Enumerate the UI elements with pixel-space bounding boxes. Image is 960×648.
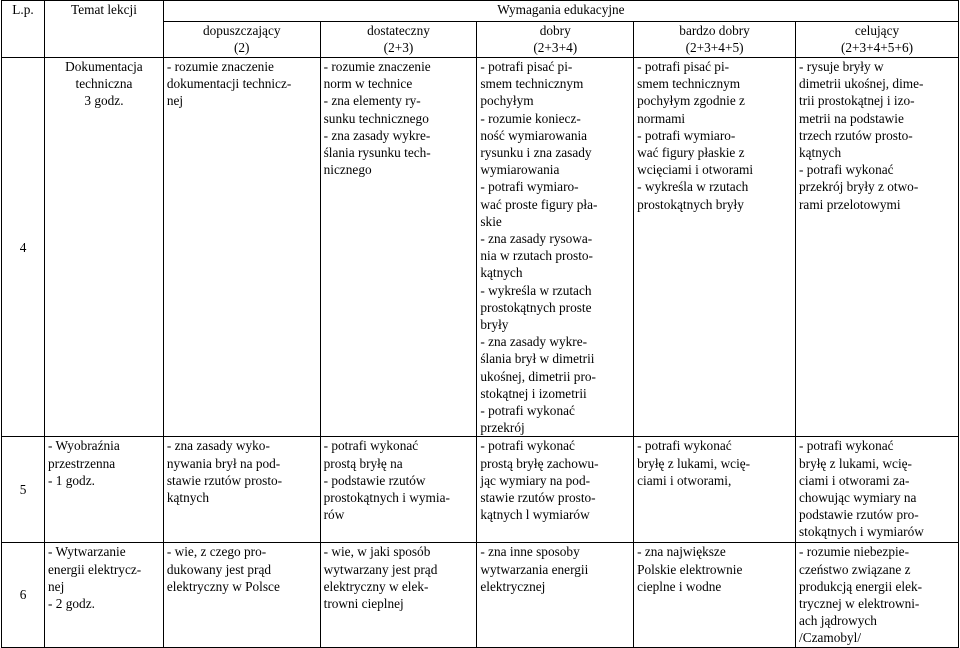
requirement-cell — [634, 58, 796, 437]
lesson-topic — [45, 543, 164, 647]
cell-line: rami przelotowymi — [799, 196, 901, 212]
cell-line: kątnych — [480, 265, 523, 281]
cell-line: pochyłym zgodnie z — [637, 93, 745, 109]
cell-line: trii prostokątnej i izo- — [799, 93, 915, 109]
cell-line: normami — [637, 110, 686, 126]
cell-line: kątnych — [799, 145, 842, 161]
row-number: 5 — [2, 437, 45, 543]
cell-line: nia w rzutach prosto- — [480, 248, 593, 264]
cell-line: nej — [166, 93, 184, 109]
requirement-cell — [163, 543, 320, 647]
requirement-cell — [796, 543, 959, 647]
requirements-table — [1, 0, 959, 648]
cell-line: - wie, z czego pro- — [166, 544, 267, 560]
cell-line: - potrafi pisać pi- — [480, 59, 573, 74]
cell-line: /Czamobyl/ — [799, 630, 862, 646]
cell-line: - wykreśla w rzutach — [637, 179, 749, 195]
header-requirements-group: Wymagania edukacyjne — [163, 1, 958, 22]
cell-line: - podstawie rzutów — [323, 472, 426, 488]
cell-line: produkcją energii elek- — [799, 578, 923, 594]
cell-line: sunku technicznego — [323, 110, 429, 126]
cell-line: - zna inne sposoby — [480, 544, 580, 560]
cell-line: nicznego — [323, 162, 372, 178]
requirement-cell — [477, 543, 634, 647]
cell-line: stawie rzutów prosto- — [480, 490, 596, 506]
cell-line: metrii na podstawie — [799, 110, 904, 126]
cell-line: nej — [48, 578, 65, 594]
cell-line: dimetrii ukośnej, dime- — [799, 76, 924, 92]
cell-line: kątnych l wymiarów — [480, 507, 590, 523]
cell-line: smem technicznym — [637, 76, 741, 92]
cell-line: energii elektrycz- — [48, 561, 142, 577]
cell-line: stokątnej i izometrii — [480, 385, 587, 401]
header-grade-6: celujący (2+3+4+5+6) — [796, 22, 959, 58]
cell-line: - zna zasady rysowa- — [480, 231, 593, 247]
cell-line: norm w technice — [323, 76, 413, 92]
cell-line: - potrafi wykonać — [637, 438, 732, 454]
cell-line: ślania rysunku tech- — [323, 145, 431, 161]
cell-line: podstawie rzutów pro- — [799, 507, 919, 523]
cell-line: - potrafi wymiaro- — [637, 127, 736, 143]
cell-line: wytwarzania energii — [480, 561, 589, 577]
header-grade-5: bardzo dobry (2+3+4+5) — [634, 22, 796, 58]
header-grade-2: dopuszczający (2) — [163, 22, 320, 58]
cell-line: trzech rzutów prosto- — [799, 127, 913, 143]
cell-line: - potrafi wykonać — [323, 438, 419, 454]
cell-line: wać proste figury pła- — [480, 196, 598, 212]
cell-line: ność wymiarowania — [480, 127, 588, 143]
requirement-cell — [634, 543, 796, 647]
cell-line: elektrycznej — [480, 578, 546, 594]
cell-line: rysunku i zna zasady — [480, 145, 592, 161]
requirement-cell — [320, 437, 477, 543]
cell-line: dukowany jest prąd — [166, 561, 272, 577]
lesson-topic — [45, 437, 164, 543]
cell-line: trowni cieplnej — [323, 596, 404, 612]
cell-line: - potrafi wykonać — [480, 403, 575, 419]
cell-line: - zna elementy ry- — [323, 93, 421, 109]
cell-line: stawie rzutów prosto- — [166, 472, 283, 488]
cell-line: bryłę z lukami, wcię- — [799, 455, 912, 471]
lesson-topic — [45, 58, 164, 437]
cell-line: prostą bryłę zachowu- — [480, 455, 599, 471]
cell-line: - zna zasady wyko- — [166, 438, 270, 454]
header-lp: L.p. — [2, 1, 45, 58]
cell-line: - rozumie niebezpie- — [799, 544, 910, 560]
cell-line: cieplne i wodne — [637, 578, 722, 594]
cell-line: stokątnych i wymiarów — [799, 524, 924, 540]
cell-line: techniczna — [75, 76, 133, 92]
cell-line: 3 godz. — [84, 93, 124, 109]
requirement-cell — [320, 58, 477, 437]
cell-line: jąc wymiary na pod- — [480, 472, 591, 488]
cell-line: - zna zasady wykre- — [480, 334, 588, 350]
cell-line: - zna zasady wykre- — [323, 127, 431, 143]
table-row — [2, 543, 959, 647]
header-grade-3: dostateczny (2+3) — [320, 22, 477, 58]
row-number: 4 — [2, 58, 45, 437]
cell-line: nywania brył na pod- — [166, 455, 281, 471]
cell-line: dokumentacji technicz- — [166, 76, 292, 92]
cell-line: pochyłym — [480, 93, 534, 109]
cell-line: elektryczny w elek- — [323, 578, 429, 594]
requirement-cell — [477, 58, 634, 437]
cell-line: wytwarzany jest prąd — [323, 561, 438, 577]
requirement-cell — [796, 437, 959, 543]
cell-line: - zna największe — [637, 544, 726, 560]
cell-line: bryłę z lukami, wcię- — [637, 455, 751, 471]
cell-line: - rozumie koniecz- — [480, 110, 581, 126]
cell-line: elektryczny w Polsce — [166, 578, 280, 594]
cell-line: - Wyobraźnia — [48, 438, 120, 454]
cell-line: trycznej w elektrowni- — [799, 596, 920, 612]
row-number: 6 — [2, 543, 45, 647]
header-topic: Temat lekcji — [45, 1, 164, 58]
cell-line: - rysuje bryły w — [799, 59, 884, 74]
cell-line: - potrafi wymiaro- — [480, 179, 579, 195]
cell-line: smem technicznym — [480, 76, 584, 92]
cell-line: - 2 godz. — [48, 596, 95, 612]
cell-line: - Wytwarzanie — [48, 544, 126, 560]
cell-line: rów — [323, 507, 345, 523]
cell-line: ukośnej, dimetrii pro- — [480, 368, 596, 384]
requirement-cell — [796, 58, 959, 437]
cell-line: Dokumentacja — [65, 59, 143, 74]
cell-line: Polskie elektrownie — [637, 561, 743, 577]
cell-line: - wie, w jaki sposób — [323, 544, 431, 560]
cell-line: wać figury płaskie z — [637, 145, 745, 161]
cell-line: kątnych — [166, 490, 209, 506]
cell-line: prostą bryłę na — [323, 455, 403, 471]
requirement-cell — [163, 58, 320, 437]
cell-line: - wykreśla w rzutach — [480, 282, 592, 298]
cell-line: przestrzenna — [48, 455, 116, 471]
cell-line: ślania brył w dimetrii — [480, 351, 595, 367]
cell-line: skie — [480, 213, 502, 229]
cell-line: czeństwo związane z — [799, 561, 911, 577]
cell-line: ciami i otworami, — [637, 472, 732, 488]
cell-line: - rozumie znaczenie — [323, 59, 431, 74]
cell-line: - 1 godz. — [48, 472, 95, 488]
cell-line: chowując wymiary na — [799, 490, 917, 506]
requirement-cell — [163, 437, 320, 543]
cell-line: wymiarowania — [480, 162, 560, 178]
requirement-cell — [477, 437, 634, 543]
cell-line: prostokątnych proste — [480, 299, 592, 315]
cell-line: bryły — [480, 317, 509, 333]
cell-line: - rozumie znaczenie — [166, 59, 274, 74]
cell-line: - potrafi wykonać — [799, 438, 894, 454]
cell-line: prostokątnych bryły — [637, 196, 744, 212]
requirement-cell — [320, 543, 477, 647]
requirement-cell — [634, 437, 796, 543]
cell-line: przekrój bryły z otwo- — [799, 179, 919, 195]
cell-line: prostokątnych i wymia- — [323, 490, 450, 506]
cell-line: ach jądrowych — [799, 613, 877, 629]
cell-line: - potrafi pisać pi- — [637, 59, 730, 74]
cell-line: - potrafi wykonać — [799, 162, 894, 178]
table-row — [2, 437, 959, 543]
header-grade-4: dobry (2+3+4) — [477, 22, 634, 58]
cell-line: - potrafi wykonać — [480, 438, 575, 454]
table-row — [2, 58, 959, 437]
cell-line: wcięciami i otworami — [637, 162, 754, 178]
cell-line: przekrój — [480, 420, 525, 436]
cell-line: ciami i otworami za- — [799, 472, 910, 488]
